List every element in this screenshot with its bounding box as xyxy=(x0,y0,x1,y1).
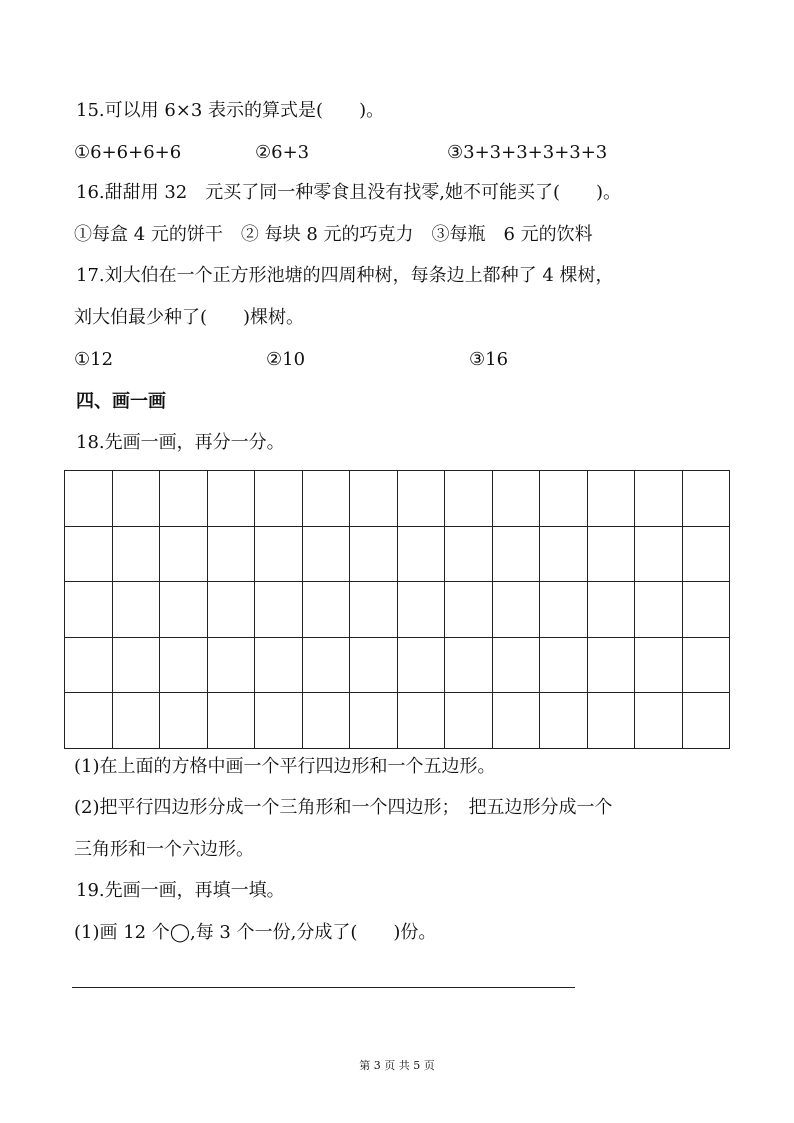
q16-options: ①每盒 4 元的饼干 ② 每块 8 元的巧克力 ③每瓶 6 元的饮料 xyxy=(74,224,593,245)
grid-cell[interactable] xyxy=(303,638,351,694)
q15-stem: 15.可以用 6×3 表示的算式是( )。 xyxy=(76,100,385,121)
grid-cell[interactable] xyxy=(493,471,541,527)
grid-cell[interactable] xyxy=(445,471,493,527)
grid-cell[interactable] xyxy=(635,693,683,749)
grid-cell[interactable] xyxy=(683,471,731,527)
grid-cell[interactable] xyxy=(65,638,113,694)
grid-cell[interactable] xyxy=(303,471,351,527)
q18-sub-2-line-1: (2)把平行四边形分成一个三角形和一个四边形； 把五边形分成一个 xyxy=(74,797,613,818)
q15-option-3: ③3+3+3+3+3+3 xyxy=(447,142,608,163)
grid-cell[interactable] xyxy=(540,582,588,638)
q18-sub-2-line-2: 三角形和一个六边形。 xyxy=(74,839,254,860)
grid-cell[interactable] xyxy=(303,693,351,749)
grid-cell[interactable] xyxy=(683,638,731,694)
q17-option-3: ③16 xyxy=(469,349,509,370)
section-4-heading: 四、画一画 xyxy=(76,391,166,412)
q15-option-2: ②6+3 xyxy=(255,142,310,163)
q15-option-1: ①6+6+6+6 xyxy=(74,142,182,163)
q17-option-1: ①12 xyxy=(74,349,114,370)
grid-cell[interactable] xyxy=(588,693,636,749)
grid-cell[interactable] xyxy=(445,582,493,638)
grid-cell[interactable] xyxy=(255,471,303,527)
grid-cell[interactable] xyxy=(540,638,588,694)
grid-cell[interactable] xyxy=(113,638,161,694)
grid-cell[interactable] xyxy=(493,582,541,638)
grid-cell[interactable] xyxy=(588,638,636,694)
grid-cell[interactable] xyxy=(350,527,398,583)
grid-cell[interactable] xyxy=(493,527,541,583)
answer-line[interactable] xyxy=(72,987,575,988)
grid-cell[interactable] xyxy=(445,527,493,583)
grid-cell[interactable] xyxy=(398,527,446,583)
grid-cell[interactable] xyxy=(65,471,113,527)
grid-cell[interactable] xyxy=(398,638,446,694)
grid-cell[interactable] xyxy=(398,582,446,638)
grid-cell[interactable] xyxy=(683,693,731,749)
grid-cell[interactable] xyxy=(160,638,208,694)
q18-stem: 18.先画一画，再分一分。 xyxy=(76,432,285,453)
page-footer: 第 3 页 共 5 页 xyxy=(359,1059,435,1072)
grid-cell[interactable] xyxy=(65,693,113,749)
grid-cell[interactable] xyxy=(160,582,208,638)
q18-sub-1: (1)在上面的方格中画一个平行四边形和一个五边形。 xyxy=(74,756,496,777)
grid-cell[interactable] xyxy=(398,693,446,749)
grid-cell[interactable] xyxy=(65,527,113,583)
grid-cell[interactable] xyxy=(208,638,256,694)
q17-stem-line-1: 17.刘大伯在一个正方形池塘的四周种树，每条边上都种了 4 棵树， xyxy=(76,265,614,286)
grid-cell[interactable] xyxy=(65,582,113,638)
grid-cell[interactable] xyxy=(398,471,446,527)
grid-cell[interactable] xyxy=(350,638,398,694)
grid-cell[interactable] xyxy=(160,693,208,749)
grid-cell[interactable] xyxy=(635,527,683,583)
grid-cell[interactable] xyxy=(635,582,683,638)
q17-stem-line-2: 刘大伯最少种了( )棵树。 xyxy=(74,307,305,328)
grid-cell[interactable] xyxy=(113,693,161,749)
grid-cell[interactable] xyxy=(635,471,683,527)
grid-cell[interactable] xyxy=(350,582,398,638)
grid-cell[interactable] xyxy=(160,471,208,527)
grid-cell[interactable] xyxy=(303,527,351,583)
grid-cell[interactable] xyxy=(208,693,256,749)
grid-cell[interactable] xyxy=(588,582,636,638)
grid-cell[interactable] xyxy=(493,693,541,749)
drawing-grid[interactable] xyxy=(64,470,730,749)
grid-cell[interactable] xyxy=(303,582,351,638)
grid-cell[interactable] xyxy=(255,693,303,749)
grid-cell[interactable] xyxy=(113,527,161,583)
grid-cell[interactable] xyxy=(208,527,256,583)
grid-cell[interactable] xyxy=(350,693,398,749)
grid-cell[interactable] xyxy=(445,693,493,749)
grid-cell[interactable] xyxy=(588,527,636,583)
grid-cell[interactable] xyxy=(540,527,588,583)
grid-cell[interactable] xyxy=(635,638,683,694)
grid-cell[interactable] xyxy=(113,582,161,638)
q19-sub-1: (1)画 12 个◯,每 3 个一份,分成了( )份。 xyxy=(74,922,437,943)
grid-cell[interactable] xyxy=(160,527,208,583)
q19-stem: 19.先画一画，再填一填。 xyxy=(76,880,285,901)
grid-cell[interactable] xyxy=(683,582,731,638)
grid-cell[interactable] xyxy=(255,582,303,638)
grid-cell[interactable] xyxy=(683,527,731,583)
grid-cell[interactable] xyxy=(493,638,541,694)
q16-stem: 16.甜甜用 32 元买了同一种零食且没有找零,她不可能买了( )。 xyxy=(76,182,622,203)
q17-option-2: ②10 xyxy=(266,349,306,370)
grid-cell[interactable] xyxy=(540,471,588,527)
grid-cell[interactable] xyxy=(208,471,256,527)
grid-cell[interactable] xyxy=(540,693,588,749)
grid-cell[interactable] xyxy=(255,638,303,694)
grid-cell[interactable] xyxy=(113,471,161,527)
grid-cell[interactable] xyxy=(255,527,303,583)
grid-cell[interactable] xyxy=(350,471,398,527)
grid-cell[interactable] xyxy=(208,582,256,638)
grid-cell[interactable] xyxy=(588,471,636,527)
grid-cell[interactable] xyxy=(445,638,493,694)
